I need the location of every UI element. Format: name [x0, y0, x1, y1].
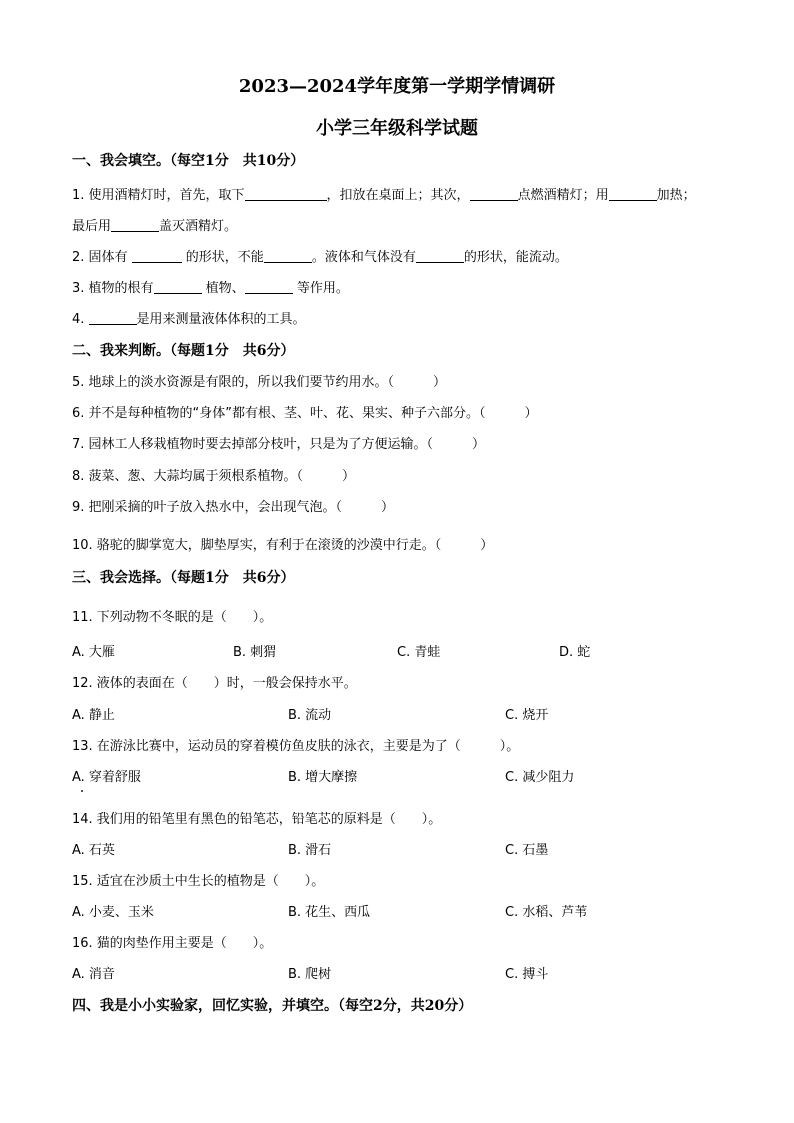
choice-option[interactable]: A. 大雁: [72, 645, 115, 660]
choice-question-stem: 13. 在游泳比赛中，运动员的穿着模仿鱼皮肤的泳衣，主要是为了（ ）。: [72, 739, 520, 754]
choice-option[interactable]: B. 花生、西瓜: [288, 905, 371, 920]
answer-blank[interactable]: [609, 186, 657, 201]
choice-option[interactable]: C. 搏斗: [505, 967, 549, 982]
choice-option[interactable]: A. 消音: [72, 967, 115, 982]
choice-question-stem: 16. 猫的肉垫作用主要是（ ）。: [72, 936, 273, 951]
answer-blank[interactable]: [416, 248, 464, 263]
choice-option[interactable]: A. 穿着舒服: [72, 770, 141, 785]
judge-question: 9. 把刚采摘的叶子放入热水中，会出现气泡。（ ）: [72, 500, 395, 515]
choice-option[interactable]: A. 小麦、玉米: [72, 905, 154, 920]
answer-blank[interactable]: [245, 279, 293, 294]
answer-blank[interactable]: [111, 217, 159, 232]
page-subtitle: 小学三年级科学试题: [316, 118, 478, 139]
section-4-heading: 四、我是小小实验家，回忆实验，并填空。（每空2分，共20分）: [72, 998, 473, 1014]
judge-question: 8. 菠菜、葱、大蒜均属于须根系植物。（ ）: [72, 469, 356, 484]
question-1-line-1: 1. 使用酒精灯时，首先，取下 ，扣放在桌面上；其次， 点燃酒精灯；用 加热；: [72, 188, 696, 203]
stray-dot: [81, 790, 83, 792]
judge-question: 10. 骆驼的脚掌宽大，脚垫厚实，有利于在滚烫的沙漠中行走。（ ）: [72, 538, 494, 553]
choice-option[interactable]: A. 石英: [72, 843, 115, 858]
choice-option[interactable]: B. 爬树: [288, 967, 332, 982]
choice-option[interactable]: C. 青蛙: [397, 645, 441, 660]
choice-question-stem: 15. 适宜在沙质土中生长的植物是（ ）。: [72, 874, 325, 889]
question-3: 3. 植物的根有 植物、 等作用。: [72, 281, 349, 296]
answer-blank[interactable]: [470, 186, 518, 201]
page-title: 2023—2024学年度第一学期学情调研: [238, 76, 556, 97]
answer-blank[interactable]: [89, 310, 137, 325]
choice-option[interactable]: D. 蛇: [559, 645, 591, 660]
choice-option[interactable]: C. 石墨: [505, 843, 549, 858]
judge-question: 6. 并不是每种植物的“身体”都有根、茎、叶、花、果实、种子六部分。（ ）: [72, 406, 538, 421]
section-3-heading: 三、我会选择。（每题1分 共6分）: [72, 570, 295, 586]
choice-option[interactable]: C. 烧开: [505, 708, 549, 723]
choice-option[interactable]: B. 流动: [288, 708, 332, 723]
choice-option[interactable]: B. 刺猬: [233, 645, 277, 660]
choice-question-stem: 12. 液体的表面在（ ）时，一般会保持水平。: [72, 676, 357, 691]
choice-option[interactable]: A. 静止: [72, 708, 115, 723]
choice-question-stem: 14. 我们用的铅笔里有黑色的铅笔芯，铅笔芯的原料是（ ）。: [72, 812, 442, 827]
choice-option[interactable]: C. 水稻、芦苇: [505, 905, 588, 920]
judge-question: 5. 地球上的淡水资源是有限的，所以我们要节约用水。（ ）: [72, 375, 447, 390]
answer-blank[interactable]: [132, 248, 182, 263]
choice-option[interactable]: C. 减少阻力: [505, 770, 575, 785]
section-1-heading: 一、我会填空。（每空1分 共10分）: [72, 153, 305, 169]
choice-option[interactable]: B. 滑石: [288, 843, 332, 858]
choice-question-stem: 11. 下列动物不冬眠的是（ ）。: [72, 610, 273, 625]
section-2-heading: 二、我来判断。（每题1分 共6分）: [72, 343, 295, 359]
choice-option[interactable]: B. 增大摩擦: [288, 770, 358, 785]
question-4: 4. 是用来测量液体体积的工具。: [72, 312, 306, 327]
answer-blank[interactable]: [264, 248, 312, 263]
judge-question: 7. 园林工人移栽植物时要去掉部分枝叶，只是为了方便运输。（ ）: [72, 437, 486, 452]
answer-blank[interactable]: [245, 186, 327, 201]
answer-blank[interactable]: [154, 279, 202, 294]
question-2: 2. 固体有 的形状，不能 。液体和气体没有 的形状，能流动。: [72, 250, 568, 265]
question-1-line-2: 最后用 盖灭酒精灯。: [72, 219, 238, 234]
